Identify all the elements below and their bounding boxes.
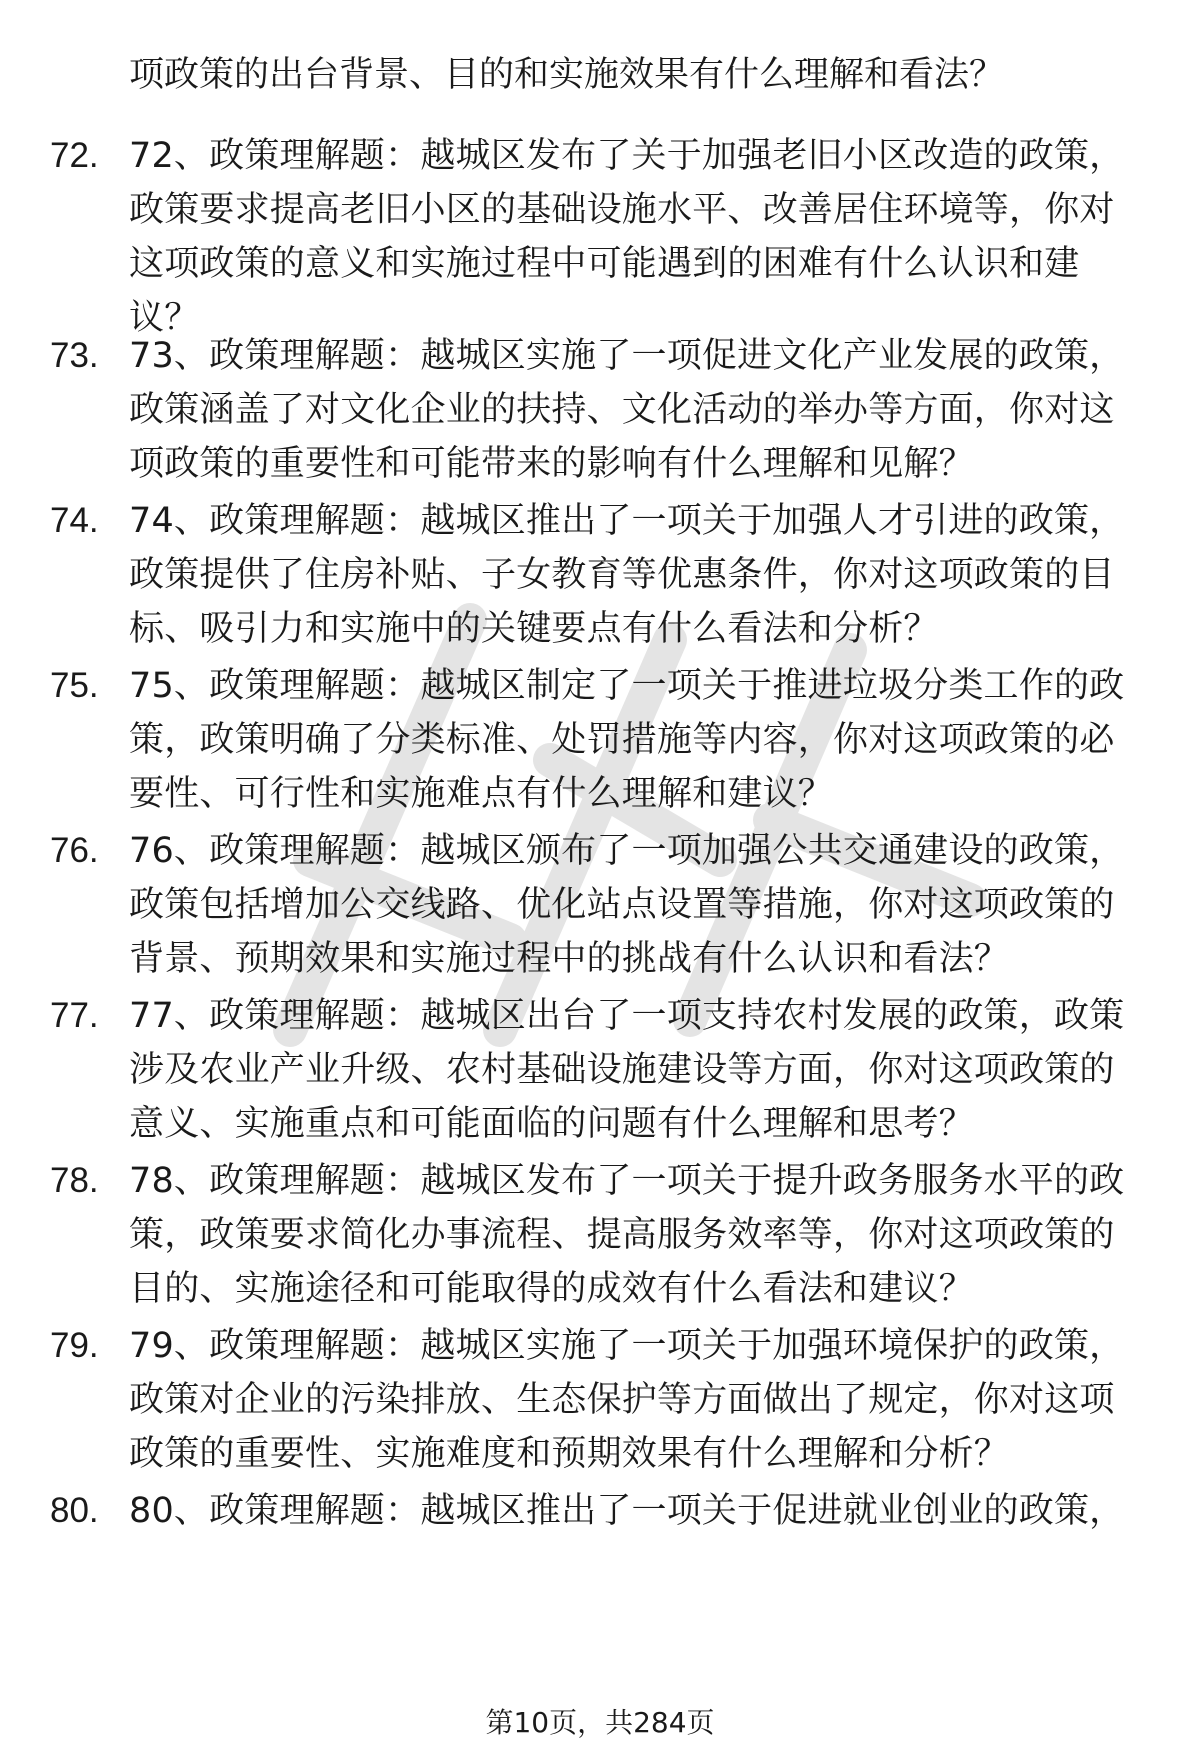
question-text: 73、政策理解题：越城区实施了一项促进文化产业发展的政策，政策涵盖了对文化企业的扶持、文化活动的举办等方面，你对这项政策的重要性和可能带来的影响有什么理解和见解？ xyxy=(129,336,1125,484)
question-number: 74. xyxy=(50,501,99,540)
continued-question-text: 项政策的出台背景、目的和实施效果有什么理解和看法？ xyxy=(129,55,1005,95)
question-number: 72. xyxy=(50,136,99,175)
question-text: 76、政策理解题：越城区颁布了一项加强公共交通建设的政策，政策包括增加公交线路、优化站点设置等措施，你对这项政策的背景、预期效果和实施过程中的挑战有什么认识和看法？ xyxy=(129,831,1125,979)
question-text: 78、政策理解题：越城区发布了一项关于提升政务服务水平的政策，政策要求简化办事流程、提高服务效率等，你对这项政策的目的、实施途径和可能取得的成效有什么看法和建议？ xyxy=(129,1161,1125,1309)
question-text: 72、政策理解题：越城区发布了关于加强老旧小区改造的政策，政策要求提高老旧小区的基础设施水平、改善居住环境等，你对这项政策的意义和实施过程中可能遇到的困难有什么认识和建议？ xyxy=(129,136,1125,338)
question-number: 79. xyxy=(50,1326,99,1365)
question-text: 75、政策理解题：越城区制定了一项关于推进垃圾分类工作的政策，政策明确了分类标准、处罚措施等内容，你对这项政策的必要性、可行性和实施难点有什么理解和建议？ xyxy=(129,666,1125,814)
question-number: 76. xyxy=(50,831,99,870)
question-number: 77. xyxy=(50,996,99,1035)
question-number: 80. xyxy=(50,1491,99,1530)
question-text: 74、政策理解题：越城区推出了一项关于加强人才引进的政策，政策提供了住房补贴、子女教育等优惠条件，你对这项政策的目标、吸引力和实施中的关键要点有什么看法和分析？ xyxy=(129,501,1125,649)
question-text: 77、政策理解题：越城区出台了一项支持农村发展的政策，政策涉及农业产业升级、农村基础设施建设等方面，你对这项政策的意义、实施重点和可能面临的问题有什么理解和思考？ xyxy=(129,996,1125,1144)
question-number: 78. xyxy=(50,1161,99,1200)
question-number: 75. xyxy=(50,666,99,705)
question-text: 80、政策理解题：越城区推出了一项关于促进就业创业的政策， xyxy=(129,1491,1125,1531)
question-text: 79、政策理解题：越城区实施了一项关于加强环境保护的政策，政策对企业的污染排放、生态保护等方面做出了规定，你对这项政策的重要性、实施难度和预期效果有什么理解和分析？ xyxy=(129,1326,1125,1474)
question-number: 73. xyxy=(50,336,99,375)
page-footer: 第10页，共284页 xyxy=(485,1706,715,1739)
